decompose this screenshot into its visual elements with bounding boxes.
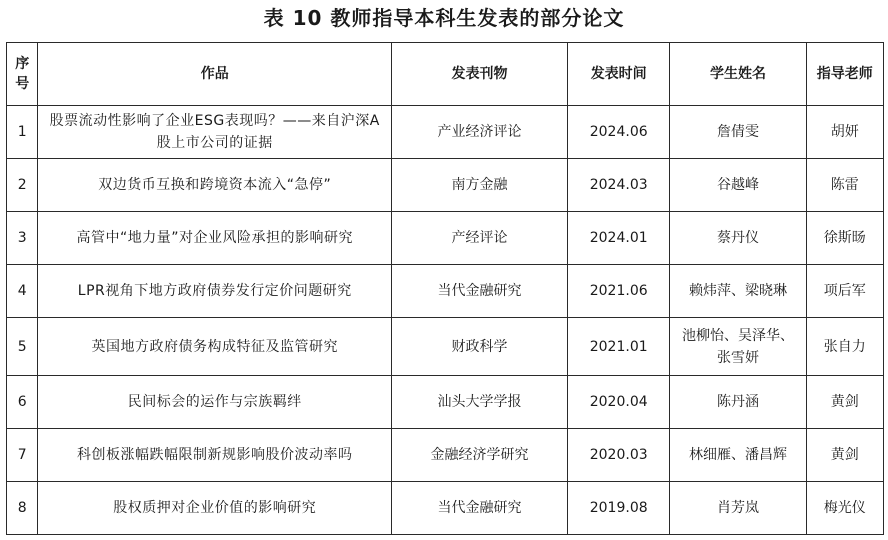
table-row	[7, 106, 884, 159]
row-work: 股权质押对企业价值的影响研究	[38, 482, 392, 535]
row-journal: 南方金融	[392, 159, 568, 212]
row-date: 2024.01	[567, 212, 670, 265]
table-title: 表 10 教师指导本科生发表的部分论文	[263, 6, 625, 30]
row-students: 林细雁、潘昌辉	[670, 429, 806, 482]
papers-table	[6, 42, 884, 535]
row-index: 5	[7, 318, 38, 376]
row-work: 双边货币互换和跨境资本流入“急停”	[38, 159, 392, 212]
row-index: 1	[7, 106, 38, 159]
row-work: 股票流动性影响了企业ESG表现吗？——来自沪深A股上市公司的证据	[38, 106, 392, 159]
row-index: 4	[7, 265, 38, 318]
row-journal: 产业经济评论	[392, 106, 568, 159]
row-students: 谷越峰	[670, 159, 806, 212]
table-row	[7, 318, 884, 376]
table-row	[7, 159, 884, 212]
row-students: 詹倩雯	[670, 106, 806, 159]
row-index: 3	[7, 212, 38, 265]
row-date: 2020.04	[567, 376, 670, 429]
row-work: LPR视角下地方政府债券发行定价问题研究	[38, 265, 392, 318]
row-work: 民间标会的运作与宗族羁绊	[38, 376, 392, 429]
header-journal: 发表刊物	[392, 43, 568, 106]
row-advisor: 陈雷	[806, 159, 883, 212]
row-students: 肖芳岚	[670, 482, 806, 535]
row-advisor: 胡妍	[806, 106, 883, 159]
row-journal: 财政科学	[392, 318, 568, 376]
header-date: 发表时间	[567, 43, 670, 106]
row-journal: 产经评论	[392, 212, 568, 265]
row-work: 科创板涨幅跌幅限制新规影响股价波动率吗	[38, 429, 392, 482]
table-row	[7, 482, 884, 535]
row-students: 池柳怡、吴泽华、张雪妍	[670, 318, 806, 376]
row-date: 2020.03	[567, 429, 670, 482]
table-row	[7, 376, 884, 429]
row-advisor: 梅光仪	[806, 482, 883, 535]
row-index: 7	[7, 429, 38, 482]
row-journal: 当代金融研究	[392, 482, 568, 535]
row-journal: 汕头大学学报	[392, 376, 568, 429]
table-row	[7, 265, 884, 318]
row-advisor: 黄剑	[806, 376, 883, 429]
row-work: 英国地方政府债务构成特征及监管研究	[38, 318, 392, 376]
row-date: 2024.06	[567, 106, 670, 159]
row-date: 2021.01	[567, 318, 670, 376]
row-students: 陈丹涵	[670, 376, 806, 429]
row-date: 2019.08	[567, 482, 670, 535]
header-students: 学生姓名	[670, 43, 806, 106]
row-advisor: 徐斯旸	[806, 212, 883, 265]
header-advisor: 指导老师	[806, 43, 883, 106]
row-advisor: 项后军	[806, 265, 883, 318]
row-students: 赖炜萍、梁晓琳	[670, 265, 806, 318]
header-index: 序号	[7, 43, 38, 106]
row-advisor: 黄剑	[806, 429, 883, 482]
row-index: 2	[7, 159, 38, 212]
table-row	[7, 212, 884, 265]
row-journal: 当代金融研究	[392, 265, 568, 318]
row-index: 8	[7, 482, 38, 535]
row-work: 高管中“地力量”对企业风险承担的影响研究	[38, 212, 392, 265]
row-students: 蔡丹仪	[670, 212, 806, 265]
row-journal: 金融经济学研究	[392, 429, 568, 482]
row-date: 2024.03	[567, 159, 670, 212]
table-row	[7, 429, 884, 482]
row-advisor: 张自力	[806, 318, 883, 376]
row-index: 6	[7, 376, 38, 429]
table-header-row	[7, 43, 884, 106]
header-work: 作品	[38, 43, 392, 106]
row-date: 2021.06	[567, 265, 670, 318]
